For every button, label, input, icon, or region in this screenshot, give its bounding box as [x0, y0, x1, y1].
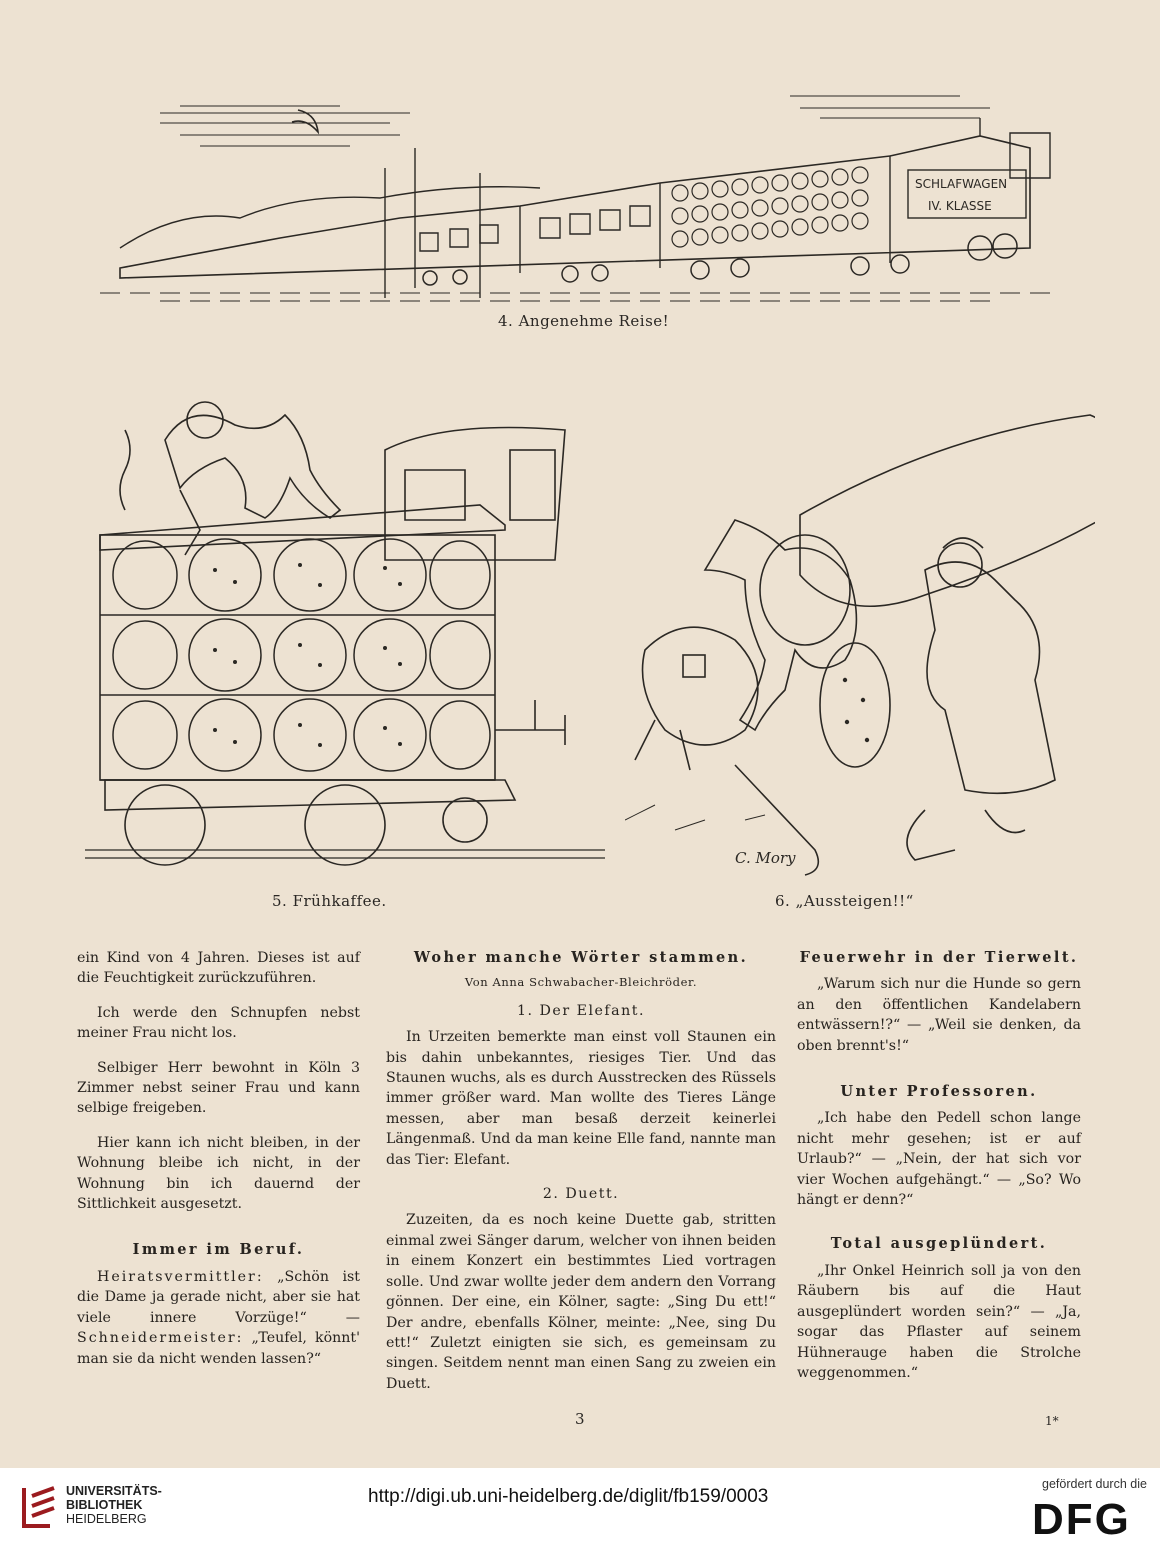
library-line-1: UNIVERSITÄTS- — [66, 1484, 162, 1498]
col3-text-3: „Ihr Onkel Heinrich soll ja von den Räubern bis auf die Haut ausgeplündert worden sein?“ — „Ja, sogar das Pflaster auf seinem Hühnerauge haben die Strolche weggenommen.“ — [797, 1262, 1081, 1381]
col1-paragraph-4: Hier kann ich nicht bleiben, in der Wohnung bleibe ich nicht, in der Wohnung bin ich dauernd der Sittlichkeit ausgesetzt. — [77, 1134, 360, 1213]
col1-paragraph-1: ein Kind von 4 Jahren. Dieses ist auf die Feuchtigkeit zurückzuführen. — [77, 950, 360, 987]
university-library-logo-icon — [20, 1480, 60, 1530]
column-2 — [386, 948, 776, 1408]
page-number: 3 — [575, 1410, 585, 1428]
artist-signature: C. Mory — [735, 849, 796, 867]
col1-anecdote — [77, 1267, 360, 1369]
breakfast-locomotive-illustration — [85, 370, 605, 880]
section-1-text: In Urzeiten bemerkte man einst voll Staunen ein bis dahin unbekanntes, riesiges Tier. Und das Staunen wuchs, als es durch Ausstrecken des Rüssels immer größer ward. Man wollte des Tieres Länge messen, aber man besaß derzeit keinerlei Längenmaß. Und da man keine Elle fand, nannte man das Tier: Elefant. — [386, 1029, 776, 1168]
funding-label: gefördert durch die — [1042, 1477, 1147, 1491]
col1-heading: Immer im Beruf. — [132, 1241, 305, 1259]
dfg-logo — [1030, 1496, 1145, 1540]
train-illustration — [100, 88, 1065, 310]
col3-text-1: „Warum sich nur die Hunde so gern an den öffentlichen Kandelabern entwässern!?“ — „Weil sie denken, da oben brennt's!“ — [797, 976, 1081, 1054]
section-2-title: 2. Duett. — [542, 1186, 620, 1203]
train-sign-line1: SCHLAFWAGEN — [915, 177, 1008, 191]
col3-heading-3: Total ausgeplündert. — [830, 1235, 1048, 1253]
library-line-3: HEIDELBERG — [66, 1512, 147, 1526]
col1-paragraph-3: Selbiger Herr bewohnt in Köln 3 Zimmer nebst seiner Frau und kann selbige freigeben. — [77, 1059, 360, 1117]
caption-6: 6. „Aussteigen!!“ — [775, 892, 914, 910]
col3-text-2: „Ich habe den Pedell schon lange nicht mehr gesehen; ist er auf Urlaub?“ — „Nein, der hat sich vor vier Wochen aufgehängt.“ — „So? Wo hängt er denn?“ — [797, 1110, 1081, 1209]
col3-heading-1: Feuerwehr in der Tierwelt. — [799, 949, 1079, 966]
col3-heading-2: Unter Professoren. — [840, 1083, 1038, 1101]
speaker-1: Heiratsvermittler: — [97, 1268, 264, 1285]
university-library-name — [66, 1484, 162, 1526]
section-2-text: Zuzeiten, da es noch keine Duette gab, stritten einmal zwei Sänger darum, welcher von ihnen beiden in einem Konzert ein bestimmtes Lied vortragen solle. Und zwar wollte jeder dem andern den Vorrang gönnen. Der eine, ein Kölner, sagte: „Sing Du ett!“ Der andre, ebenfalls Kölner, meinte: „Nee, sing Du ett!“ Zuletzt einigten sie sich, es gemeinsam zu singen. Seitdem nennt man einen Sang zu zweien ein Duett. — [386, 1212, 776, 1392]
col2-heading: Woher manche Wörter stammen. — [413, 949, 749, 966]
footer-bar — [0, 1468, 1160, 1549]
section-1-title: 1. Der Elefant. — [517, 1002, 645, 1019]
speaker-2: Schneidermeister: — [77, 1330, 244, 1347]
col1-paragraph-2: Ich werde den Schnupfen nebst meiner Frau nicht los. — [77, 1004, 360, 1042]
col2-byline: Von Anna Schwabacher-Bleichröder. — [464, 975, 698, 990]
signature-mark: 1* — [1045, 1414, 1059, 1428]
library-line-2: BIBLIOTHEK — [66, 1498, 143, 1512]
disembarking-illustration — [625, 400, 1095, 880]
anecdote-line-2: „Teufel, könnt' man sie da nicht wenden lassen?“ — [77, 1330, 360, 1367]
anecdote-line-1: „Schön ist die Dame ja gerade nicht, aber sie hat viele innere Vorzüge!“ — — [77, 1268, 360, 1326]
train-sign-line2: IV. KLASSE — [928, 199, 992, 213]
column-3 — [797, 948, 1081, 1397]
source-url-link[interactable]: http://digi.ub.uni-heidelberg.de/diglit/fb159/0003 — [368, 1486, 769, 1507]
caption-5: 5. Frühkaffee. — [272, 892, 387, 910]
dfg-logo-text: DFG — [1032, 1496, 1131, 1540]
caption-4: 4. Angenehme Reise! — [498, 312, 670, 330]
column-1 — [77, 948, 360, 1383]
